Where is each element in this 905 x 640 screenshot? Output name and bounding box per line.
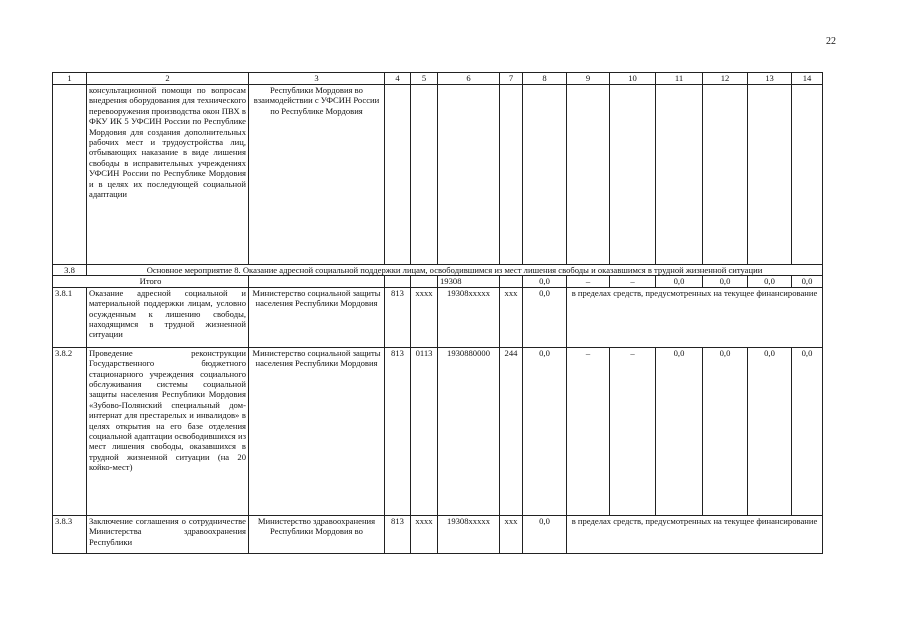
code-c4: 813 — [385, 515, 411, 553]
value-c13: 0,0 — [748, 347, 792, 515]
code-c6: 1930880000 — [438, 347, 500, 515]
column-header: 4 — [385, 73, 411, 85]
total-c6: 19308 — [438, 276, 500, 287]
column-header: 14 — [792, 73, 823, 85]
value-c8: 0,0 — [523, 515, 567, 553]
total-c14: 0,0 — [792, 276, 823, 287]
activity-description: Заключение соглашения о сотрудничестве Министерства здравоохранения Республики — [87, 515, 249, 553]
column-header: 13 — [748, 73, 792, 85]
section-row — [53, 265, 823, 276]
total-c10: – — [610, 276, 656, 287]
column-header: 12 — [703, 73, 748, 85]
row-number: 3.8.2 — [53, 347, 87, 515]
executor-cell: Министерство социальной защиты населения Республики Мордовия — [249, 287, 385, 347]
code-c4: 813 — [385, 347, 411, 515]
code-c5: хххх — [411, 287, 438, 347]
code-c4: 813 — [385, 287, 411, 347]
code-c6: 19308ххххх — [438, 287, 500, 347]
total-row — [53, 276, 823, 287]
value-c9: – — [567, 347, 610, 515]
table-row-3-8-1 — [53, 287, 823, 347]
executor-cell: Министерство здравоохранения Республики Мордовия во — [249, 515, 385, 553]
column-header: 3 — [249, 73, 385, 85]
row-number: 3.8.3 — [53, 515, 87, 553]
code-c5: хххх — [411, 515, 438, 553]
code-c6: 19308ххххх — [438, 515, 500, 553]
total-c8: 0,0 — [523, 276, 567, 287]
table-row-3-8-3 — [53, 515, 823, 553]
column-header: 10 — [610, 73, 656, 85]
total-c12: 0,0 — [703, 276, 748, 287]
total-c11: 0,0 — [656, 276, 703, 287]
value-c12: 0,0 — [703, 347, 748, 515]
executor-cell: Министерство социальной защиты населения Республики Мордовия — [249, 347, 385, 515]
code-c7: 244 — [500, 347, 523, 515]
column-header: 8 — [523, 73, 567, 85]
activity-description: консультационной помощи по вопросам внедрения оборудования для технического перевооружения производства окон ПВХ в ФКУ ИК 5 УФСИН России по Республике Мордовия для создания дополнительных рабочих мест и трудоустройства лиц, отбывающих наказание в виде лишения свободы в исправительных учреждениях УФСИН России по Республике Мордовия и в целях их последующей социальной адаптации — [87, 85, 249, 265]
row-number: 3.8.1 — [53, 287, 87, 347]
code-c5: 0113 — [411, 347, 438, 515]
column-header: 6 — [438, 73, 500, 85]
column-header: 11 — [656, 73, 703, 85]
column-header: 5 — [411, 73, 438, 85]
financing-note: в пределах средств, предусмотренных на текущее финансирование — [567, 287, 823, 347]
table-row-continued — [53, 85, 823, 265]
value-c14: 0,0 — [792, 347, 823, 515]
value-c8: 0,0 — [523, 287, 567, 347]
total-label: Итого — [53, 276, 249, 287]
column-header: 2 — [87, 73, 249, 85]
column-header-row — [53, 73, 823, 85]
table-row-3-8-2 — [53, 347, 823, 515]
code-c7: ххх — [500, 515, 523, 553]
column-header: 7 — [500, 73, 523, 85]
program-table — [52, 72, 823, 554]
column-header: 1 — [53, 73, 87, 85]
section-title: Основное мероприятие 8. Оказание адресной социальной поддержки лицам, освободившимся из мест лишения свободы и оказавшимся в трудной жизненной ситуации — [87, 265, 823, 276]
executor-cell: Республики Мордовия во взаимодействии с УФСИН России по Республике Мордовия — [249, 85, 385, 265]
column-header: 9 — [567, 73, 610, 85]
activity-description: Оказание адресной социальной и материальной поддержки лицам, условно осужденным к лишению свободы, находящимся в трудной жизненной ситуации — [87, 287, 249, 347]
value-c8: 0,0 — [523, 347, 567, 515]
total-c13: 0,0 — [748, 276, 792, 287]
financing-note: в пределах средств, предусмотренных на текущее финансирование — [567, 515, 823, 553]
total-c9: – — [567, 276, 610, 287]
section-number: 3.8 — [53, 265, 87, 276]
page-number: 22 — [826, 36, 836, 47]
code-c7: ххх — [500, 287, 523, 347]
activity-description: Проведение реконструкции Государственного бюджетного стационарного учреждения социального обслуживания системы социальной защиты населения Республики Мордовия «Зубово-Полянский специальный дом-интернат для престарелых и инвалидов» в целях открытия на его базе отделения социальной адаптации освободившихся из мест лишения свободы, оказавшихся в трудной жизненной ситуации (на 20 койко-мест) — [87, 347, 249, 515]
value-c11: 0,0 — [656, 347, 703, 515]
value-c10: – — [610, 347, 656, 515]
